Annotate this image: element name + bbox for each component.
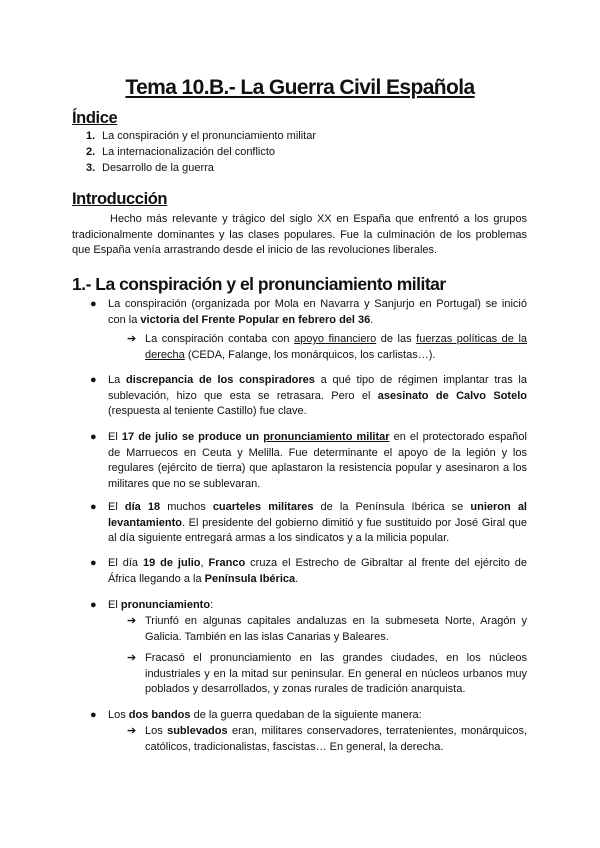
text-run: de la guerra quedaban de la siguiente manera: bbox=[190, 709, 422, 721]
text-run: cuarteles militares bbox=[212, 501, 314, 513]
document-title: Tema 10.B.- La Guerra Civil Española bbox=[125, 76, 475, 99]
bullet-july-18 bbox=[90, 500, 527, 547]
text-run: 19 de julio bbox=[142, 557, 201, 569]
section1-heading: 1.- La conspiración y el pronunciamiento militar bbox=[72, 274, 446, 294]
text-run: Península Ibérica bbox=[204, 572, 296, 585]
bullet-pronunciamiento bbox=[90, 598, 527, 614]
text-run: en el protectorado español de Marruecos en Ceuta y Melilla. Fue determinante el apoyo de la legión y los regulares (ejército de tierra) que aplastaron la resistencia popular y asesinaron a los militares que no se sublevaran. bbox=[108, 431, 527, 490]
text-run: La bbox=[108, 374, 126, 386]
text-run: asesinato de Calvo Sotelo bbox=[377, 389, 527, 402]
subbullet-triumph bbox=[127, 614, 527, 645]
index-number: 1. bbox=[86, 130, 96, 142]
intro-paragraph bbox=[72, 212, 527, 259]
text-run: , bbox=[200, 557, 209, 569]
text-run: unieron al levantamiento bbox=[108, 501, 527, 529]
text-run: Triunfó en algunas capitales andaluzas en la submeseta Norte, Aragón y Galicia. También en las islas Canarias y Baleares. bbox=[145, 615, 527, 643]
bullet-july-19 bbox=[90, 556, 527, 587]
text-run: (respuesta al teniente Castillo) fue clave. bbox=[108, 405, 307, 418]
text-run: pronunciamiento bbox=[120, 599, 211, 611]
text-run: sublevados bbox=[167, 725, 228, 737]
index-item bbox=[86, 146, 275, 158]
bullet-icon: ● bbox=[90, 557, 97, 569]
text-run: fuerzas políticas de la derecha bbox=[145, 333, 528, 361]
arrow-icon: ➔ bbox=[127, 333, 137, 345]
index-text: La conspiración y el pronunciamiento militar bbox=[102, 130, 316, 142]
index-heading: Índice bbox=[72, 109, 118, 127]
text-run: discrepancia de los conspiradores bbox=[125, 374, 315, 386]
intro-heading: Introducción bbox=[72, 190, 168, 208]
bullet-icon: ● bbox=[90, 709, 97, 721]
index-number: 2. bbox=[86, 146, 96, 158]
arrow-icon: ➔ bbox=[127, 652, 137, 664]
text-run: El bbox=[108, 599, 121, 611]
bullet-conspiracy bbox=[90, 297, 527, 328]
bullet-icon: ● bbox=[90, 298, 97, 310]
text-run: día 18 bbox=[124, 501, 161, 513]
bullet-two-sides bbox=[90, 708, 527, 724]
index-item bbox=[86, 162, 214, 174]
bullet-july-17 bbox=[90, 430, 527, 492]
text-run: . bbox=[295, 572, 299, 585]
text-run: muchos bbox=[160, 501, 213, 513]
text-run: victoria del Frente Popular en febrero del 36 bbox=[140, 313, 371, 326]
text-run: Los bbox=[145, 725, 168, 737]
text-run: a qué tipo de régimen implantar tras la sublevación, hizo que esta se retrasara. Pero el bbox=[108, 374, 527, 402]
text-run: eran, militares conservadores, terratenientes, monárquicos, católicos, tradicionalistas, fascistas… En general, la derecha. bbox=[145, 725, 527, 753]
intro-text: Hecho más relevante y trágico del siglo XX en España que enfrentó a los grupos tradicionalmente dominantes y las clases populares. Fue la culminación de los problemas que España venía arrastrando desde el inicio de las revoluciones liberales. bbox=[72, 213, 527, 257]
arrow-icon: ➔ bbox=[127, 725, 137, 737]
text-run: El bbox=[108, 501, 125, 513]
text-run: cruza el Estrecho de Gibraltar al frente del ejército de África llegando a la bbox=[108, 557, 527, 585]
bullet-icon: ● bbox=[90, 431, 97, 443]
text-run: Los bbox=[108, 709, 129, 721]
subbullet-failure bbox=[127, 651, 527, 698]
text-run: 17 de julio se produce un bbox=[121, 431, 264, 443]
bullet-icon: ● bbox=[90, 599, 97, 611]
text-run: de la Península Ibérica se bbox=[313, 501, 471, 513]
bullet-icon: ● bbox=[90, 374, 97, 386]
index-item bbox=[86, 130, 316, 142]
text-run: La conspiración (organizada por Mola en Navarra y Sanjurjo en Portugal) se inició con la bbox=[108, 298, 527, 326]
text-run: . bbox=[370, 313, 374, 326]
index-number: 3. bbox=[86, 162, 96, 174]
bullet-icon: ● bbox=[90, 501, 97, 513]
text-run: . El presidente del gobierno dimitió y fue sustituido por José Giral que al día siguiente entregará armas a los sindicatos y a la milicia popular. bbox=[108, 516, 527, 545]
subbullet-rebels bbox=[127, 724, 527, 755]
text-run: Fracasó el pronunciamiento en las grandes ciudades, en los núcleos industriales y en la mitad sur peninsular. En general en núcleos urbanos muy poblados y desarrollados, y zonas rurales de tradición anarquista. bbox=[145, 652, 527, 696]
subbullet-financing bbox=[127, 332, 528, 363]
text-run: apoyo financiero bbox=[294, 333, 377, 345]
text-run: El día bbox=[108, 557, 143, 569]
text-run: La conspiración contaba con bbox=[145, 333, 295, 345]
text-run: El bbox=[108, 431, 122, 443]
arrow-icon: ➔ bbox=[127, 615, 137, 627]
index-text: La internacionalización del conflicto bbox=[102, 146, 276, 158]
text-run: : bbox=[210, 599, 214, 611]
bullet-discrepancy bbox=[90, 373, 527, 420]
index-text: Desarrollo de la guerra bbox=[102, 162, 214, 174]
text-run: de las bbox=[376, 333, 417, 345]
text-run: Franco bbox=[208, 557, 246, 569]
text-run: (CEDA, Falange, los monárquicos, los carlistas…). bbox=[184, 348, 436, 361]
text-run: pronunciamiento militar bbox=[263, 431, 390, 443]
text-run: dos bandos bbox=[128, 709, 191, 721]
